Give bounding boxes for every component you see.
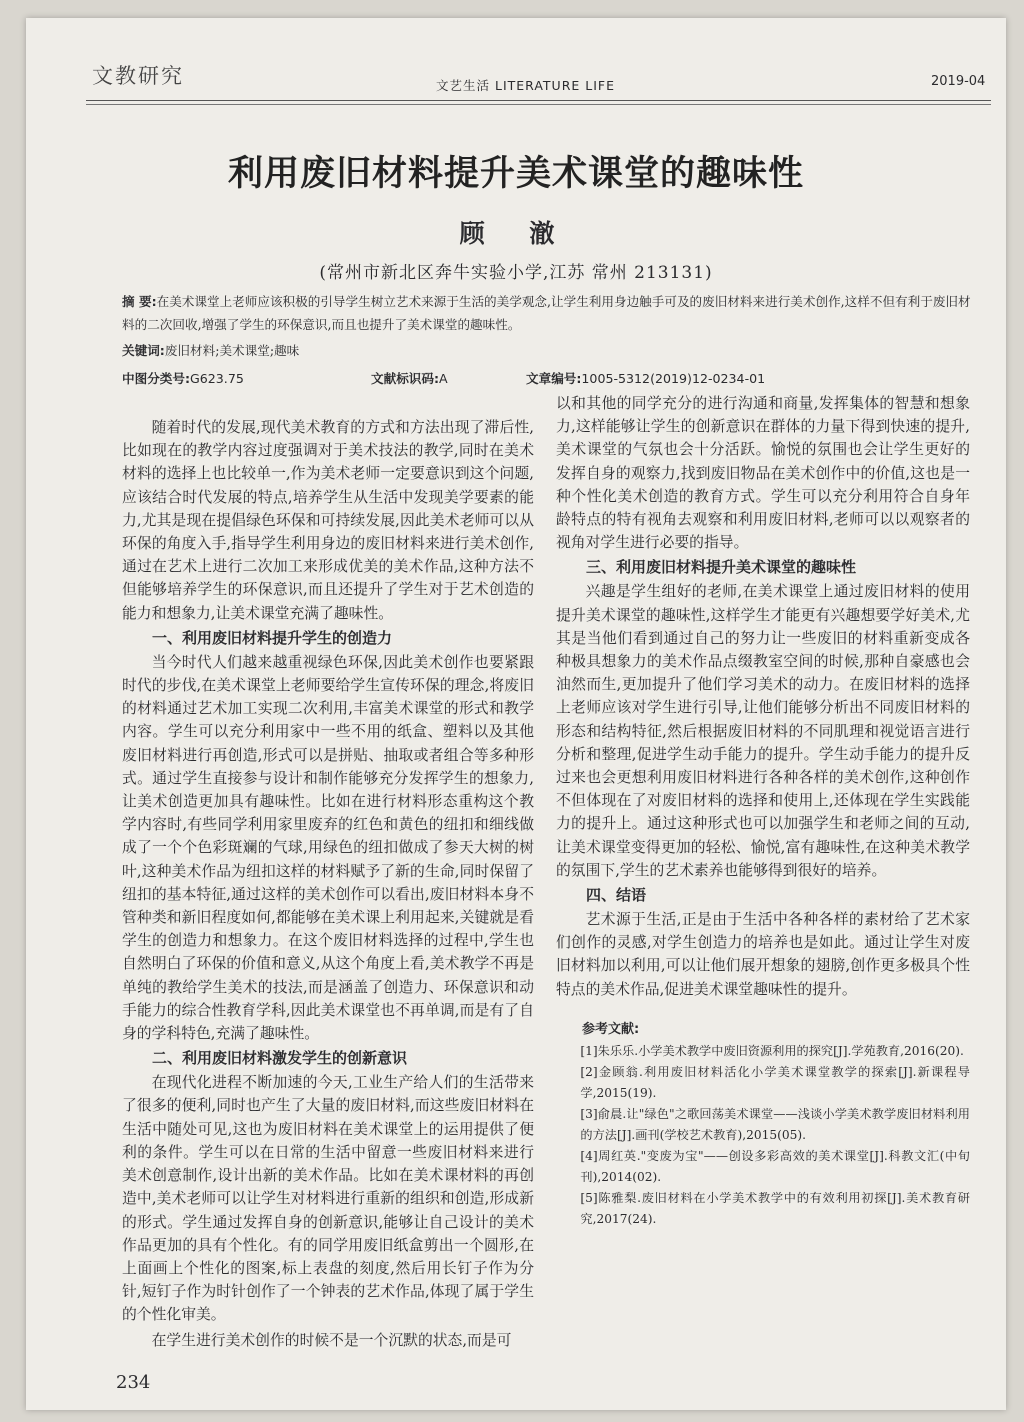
page-number: 234 bbox=[116, 1372, 151, 1393]
references-title: 参考文献: bbox=[582, 1021, 640, 1037]
journal-page bbox=[26, 18, 1006, 1410]
keywords bbox=[122, 340, 972, 359]
left-column bbox=[122, 416, 534, 1352]
keywords-label: 关键词: bbox=[122, 343, 165, 358]
author-name: 顾 澈 bbox=[459, 219, 573, 248]
reference-item: [3]俞晨.让"绿色"之歌回荡美术课堂——浅谈小学美术教学废旧材料利用的方法[J].画刊(学校艺术教育),2015(05). bbox=[580, 1106, 970, 1142]
article-title: 利用废旧材料提升美术课堂的趣味性 bbox=[227, 154, 804, 194]
clc-number bbox=[122, 368, 244, 387]
clc-label: 中图分类号: bbox=[122, 371, 191, 386]
reference-item: [4]周红英."变废为宝"——创设多彩高效的美术课堂[J].科教文汇(中旬刊),2014(02). bbox=[580, 1148, 970, 1184]
abstract-text: 在美术课堂上老师应该积极的引导学生树立艺术来源于生活的美学观念,让学生利用身边触手可及的废旧材料来进行美术创作,这样不但有利于废旧材料的二次回收,增强了学生的环保意识,而且也提升了美术课堂的趣味性。 bbox=[122, 294, 971, 332]
author-affiliation: (常州市新北区奔牛实验小学,江苏 常州 213131) bbox=[319, 263, 713, 283]
header-rule bbox=[86, 100, 991, 101]
body-paragraph: 在现代化进程不断加速的今天,工业生产给人们的生活带来了很多的便利,同时也产生了大量的废旧材料,而这些废旧材料在生活中随处可见,这也为废旧材料在美术课堂上的运用提供了便利的条件。学生可以在日常的生活中留意一些废旧材料来进行美术创意制作,设计出新的美术作品。比如在美术课材料的再创造中,美术老师可以让学生对材料进行重新的组织和创造,形成新的形式。学生通过发挥自身的创新意识,能够让自己设计的美术作品更加的具有个性化。有的同学用废旧纸盒剪出一个圆形,在上面画上个性化的图案,标上表盘的刻度,然后用长钉子作为分针,短钉子作为时针创作了一个钟表的艺术作品,体现了属于学生的个性化审美。 bbox=[122, 1074, 534, 1324]
reference-item: [2]金顾翁.利用废旧材料活化小学美术课堂教学的探索[J].新课程导学,2015(19). bbox=[580, 1064, 970, 1100]
body-paragraph: 艺术源于生活,正是由于生活中各种各样的素材给了艺术家们创作的灵感,对学生创造力的培养也是如此。通过让学生对废旧材料加以利用,可以让他们展开想象的翅膀,创作更多极具个性特点的美术作品,促进美术课堂趣味性的提升。 bbox=[556, 911, 970, 998]
body-paragraph: 兴趣是学生组好的老师,在美术课堂上通过废旧材料的使用提升美术课堂的趣味性,这样学生才能更有兴趣想要学好美术,尤其是当他们看到通过自己的努力让一些废旧的材料重新变成各种极具想象力的美术作品点缀教室空间的时候,那种自豪感也会油然而生,更加提升了他们学习美术的动力。在废旧材料的选择上老师应该对学生进行引导,让他们能够分析出不同废旧材料的形态和结构特征,然后根据废旧材料的不同肌理和视觉语言进行分析和整理,促进学生动手能力的提升。学生动手能力的提升反过来也会更想利用废旧材料进行各种各样的美术创作,这种创作不但体现在了对废旧材料的选择和使用上,还体现在学生实践能力的提升上。通过这种形式也可以加强学生和老师之间的互动,让美术课堂变得更加的轻松、愉悦,富有趣味性,在这种美术教学的氛围下,学生的艺术素养也能够得到很好的培养。 bbox=[556, 583, 970, 879]
section-heading: 二、利用废旧材料激发学生的创新意识 bbox=[152, 1049, 408, 1068]
clc-value: G623.75 bbox=[190, 371, 244, 386]
document-code bbox=[371, 368, 448, 387]
reference-item: [1]朱乐乐.小学美术教学中废旧资源利用的探究[J].学苑教育,2016(20). bbox=[580, 1043, 964, 1058]
header-rule-thin bbox=[86, 104, 991, 105]
body-paragraph: 当今时代人们越来越重视绿色环保,因此美术创作也要紧跟时代的步伐,在美术课堂上老师要给学生宣传环保的理念,将废旧的材料通过艺术加工实现二次利用,丰富美术课堂的形式和教学内容。学生可以充分利用家中一些不用的纸盒、塑料以及其他废旧材料进行再创造,形式可以是拼贴、抽取或者组合等多种形式。通过学生直接参与设计和制作能够充分发挥学生的想象力,让美术创造更加具有趣味性。比如在进行材料形态重构这个教学内容时,有些同学利用家里废弃的红色和黄色的纽扣和细线做成了一个个色彩斑斓的气球,用绿色的纽扣做成了参天大树的树叶,这种美术作品为纽扣这样的材料赋予了新的生命,同时保留了纽扣的基本特征,通过这样的美术创作可以看出,废旧材料本身不管种类和新旧程度如何,都能够在美术课上利用起来,关键就是看学生的创造力和想象力。在这个废旧材料选择的过程中,学生也自然明白了环保的价值和意义,从这个角度上看,美术教学不再是单纯的教给学生美术的技法,而是涵盖了创造力、环保意识和动手能力的综合性教育学科,因此美术课堂也不再单调,而是有了自身的学科特色,充满了趣味性。 bbox=[122, 653, 534, 1043]
article-number bbox=[526, 368, 765, 387]
section-heading: 三、利用废旧材料提升美术课堂的趣味性 bbox=[586, 558, 857, 577]
body-paragraph: 随着时代的发展,现代美术教育的方式和方法出现了滞后性,比如现在的教学内容过度强调对于美术技法的教学,同时在美术材料的选择上也比较单一,作为美术老师一定要意识到这个问题,应该结合时代发展的特点,培养学生从生活中发现美学要素的能力,尤其是现在提倡绿色环保和可持续发展,因此美术老师可以从环保的角度入手,指导学生利用身边的废旧材料来进行美术创作,通过在艺术上进行二次加工来形成优美的美术作品,这种方法不但能够培养学生的环保意识,而且还提升了学生对于艺术创造的能力和想象力,让美术课堂充满了趣味性。 bbox=[122, 419, 534, 622]
issue-date: 2019-04 bbox=[931, 74, 986, 89]
article-no-label: 文章编号: bbox=[526, 371, 582, 386]
article-no-value: 1005-5312(2019)12-0234-01 bbox=[581, 371, 766, 386]
body-paragraph: 以和其他的同学充分的进行沟通和商量,发挥集体的智慧和想象力,这样能够让学生的创新意识在群体的力量下得到快速的提升,美术课堂的气氛也会十分活跃。愉悦的氛围也会让学生更好的发挥自身的观察力,找到废旧物品在美术创作中的价值,这也是一种个性化美术创造的教育方式。学生可以充分利用符合自身年龄特点的特有视角去观察和利用废旧材料,老师可以以观察者的视角对学生进行必要的指导。 bbox=[556, 395, 970, 552]
section-heading: 一、利用废旧材料提升学生的创造力 bbox=[152, 628, 393, 647]
abstract bbox=[122, 290, 972, 336]
right-column bbox=[556, 392, 970, 1230]
section-heading: 四、结语 bbox=[586, 886, 647, 905]
doc-code-value: A bbox=[439, 371, 448, 386]
doc-code-label: 文献标识码: bbox=[371, 371, 440, 386]
keywords-text: 废旧材料;美术课堂;趣味 bbox=[164, 343, 300, 358]
section-name: 文教研究 bbox=[92, 64, 184, 88]
journal-name: 文艺生活 LITERATURE LIFE bbox=[436, 78, 615, 93]
body-paragraph: 在学生进行美术创作的时候不是一个沉默的状态,而是可 bbox=[151, 1331, 512, 1349]
reference-item: [5]陈雅梨.废旧材料在小学美术教学中的有效利用初探[J].美术教育研究,2017(24). bbox=[580, 1190, 970, 1226]
abstract-label: 摘 要: bbox=[122, 294, 157, 309]
